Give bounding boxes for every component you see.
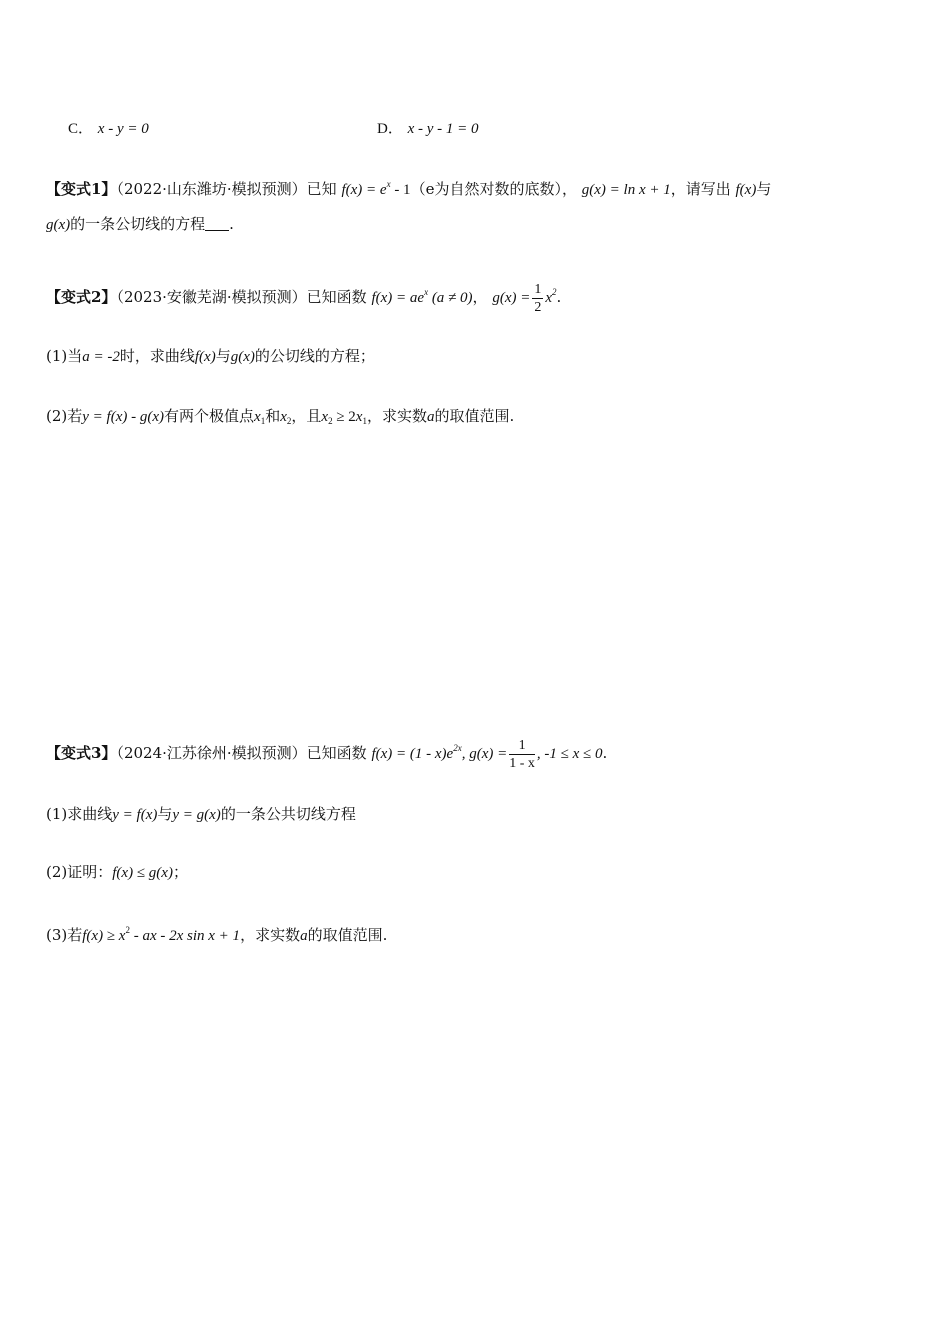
variant-3-end: .	[602, 744, 608, 762]
variant-1-line-2	[46, 212, 234, 237]
variant-1-text: 与	[756, 180, 772, 198]
q1-y-f: y = f(x)	[112, 807, 158, 823]
q2-end: 的取值范围.	[434, 407, 515, 425]
option-c-label: C．	[68, 121, 94, 137]
q2-prefix: (2)若	[46, 407, 83, 425]
q2-prefix: (2)证明：	[46, 863, 113, 881]
option-c-expr: x - y = 0	[97, 121, 149, 137]
variant-2-question-1	[46, 344, 375, 369]
q2-text: 有两个极值点	[164, 407, 255, 425]
variant-1-f-expr: $f(x) = e^x - 1$	[341, 179, 411, 198]
variant-3-text: 已知函数	[306, 744, 367, 762]
variant-3-domain: , -1 ≤ x ≤ 0	[536, 746, 603, 762]
option-d	[377, 116, 479, 141]
q1-text: 时，求曲线	[119, 347, 195, 365]
variant-3-f-expr: $f(x) = (1 - x)e^{2x}$	[371, 743, 462, 762]
variant-2-tag: 【变式2】	[46, 288, 117, 306]
variant-1-text: 已知	[306, 180, 337, 198]
variant-2-line-1	[46, 280, 561, 316]
variant-2-end: .	[556, 288, 562, 306]
q2-text: ，且	[291, 407, 322, 425]
variant-1-g-expr: g(x) = ln x + 1	[581, 182, 671, 198]
q1-prefix: (1)求曲线	[46, 805, 113, 823]
q3-prefix: (3)若	[46, 926, 83, 944]
variant-2-text: 已知函数	[306, 288, 367, 306]
q1-g: g(x)	[230, 349, 255, 365]
q1-y-g: y = g(x)	[172, 807, 221, 823]
variant-2-g-expr: g(x) = $\frac{1}{2}$ $x^2$	[492, 282, 557, 316]
variant-1-source: （2022·山东潍坊·模拟预测）	[116, 180, 307, 198]
variant-1-comma: ，	[561, 180, 577, 198]
variant-1-fx: f(x)	[735, 182, 757, 198]
q2-and: 和	[265, 407, 281, 425]
variant-3-question-3	[46, 918, 387, 948]
variant-2-question-2	[46, 404, 514, 433]
q3-inequality: $f(x) \ge x^2$ - ax - 2x sin x + 1	[82, 925, 241, 944]
q2-text: ，求实数	[366, 407, 427, 425]
q2-a: a	[426, 409, 435, 425]
q2-y-expr: y = f(x) - g(x)	[82, 409, 164, 425]
q2-x2: $x_2$	[280, 409, 292, 426]
variant-1-line-1	[46, 172, 771, 202]
q2-inequality: $x_2 \ge 2x_1$	[321, 409, 367, 426]
q1-f: f(x)	[194, 349, 216, 365]
variant-1-note: （e为自然对数的底数）	[410, 180, 562, 198]
q1-and: 与	[215, 347, 231, 365]
q3-end: 的取值范围.	[307, 926, 388, 944]
answer-blank	[205, 216, 229, 231]
variant-2-comma: ，	[472, 288, 488, 306]
option-c	[68, 116, 149, 141]
q2-inequality: f(x) ≤ g(x)	[112, 865, 173, 881]
q2-x1: $x_1$	[254, 409, 266, 426]
option-d-expr: x - y - 1 = 0	[407, 121, 479, 137]
variant-1-text: ，请写出	[670, 180, 731, 198]
q1-a-value: a = -2	[82, 349, 120, 365]
q1-prefix: (1)当	[46, 347, 83, 365]
q1-and: 与	[157, 805, 173, 823]
variant-3-question-1	[46, 802, 356, 827]
q2-end: ；	[172, 863, 188, 881]
fraction: $\frac{1}{2}$	[534, 282, 542, 316]
variant-3-source: （2024·江苏徐州·模拟预测）	[116, 744, 307, 762]
variant-2-f-expr: $f(x) = ae^x$ (a ≠ 0)	[371, 287, 473, 306]
fraction: $\frac{1}{1 - x}$	[509, 738, 535, 772]
variant-3-question-2	[46, 860, 188, 885]
q3-text: ，求实数	[240, 926, 301, 944]
variant-1-text: 的一条公切线的方程	[70, 215, 206, 233]
q3-a: a	[300, 928, 308, 944]
variant-2-source: （2023·安徽芜湖·模拟预测）	[116, 288, 307, 306]
q1-end: 的公切线的方程；	[254, 347, 375, 365]
variant-1-tag: 【变式1】	[46, 180, 117, 198]
variant-1-gx: g(x)	[46, 217, 71, 233]
variant-3-g-expr: , g(x) = $\frac{1}{1 - x}$	[461, 738, 535, 772]
variant-3-tag: 【变式3】	[46, 744, 117, 762]
q1-end: 的一条公共切线方程	[220, 805, 356, 823]
variant-1-end: .	[229, 215, 234, 233]
option-d-label: D．	[377, 121, 403, 137]
variant-3-line-1	[46, 736, 607, 772]
